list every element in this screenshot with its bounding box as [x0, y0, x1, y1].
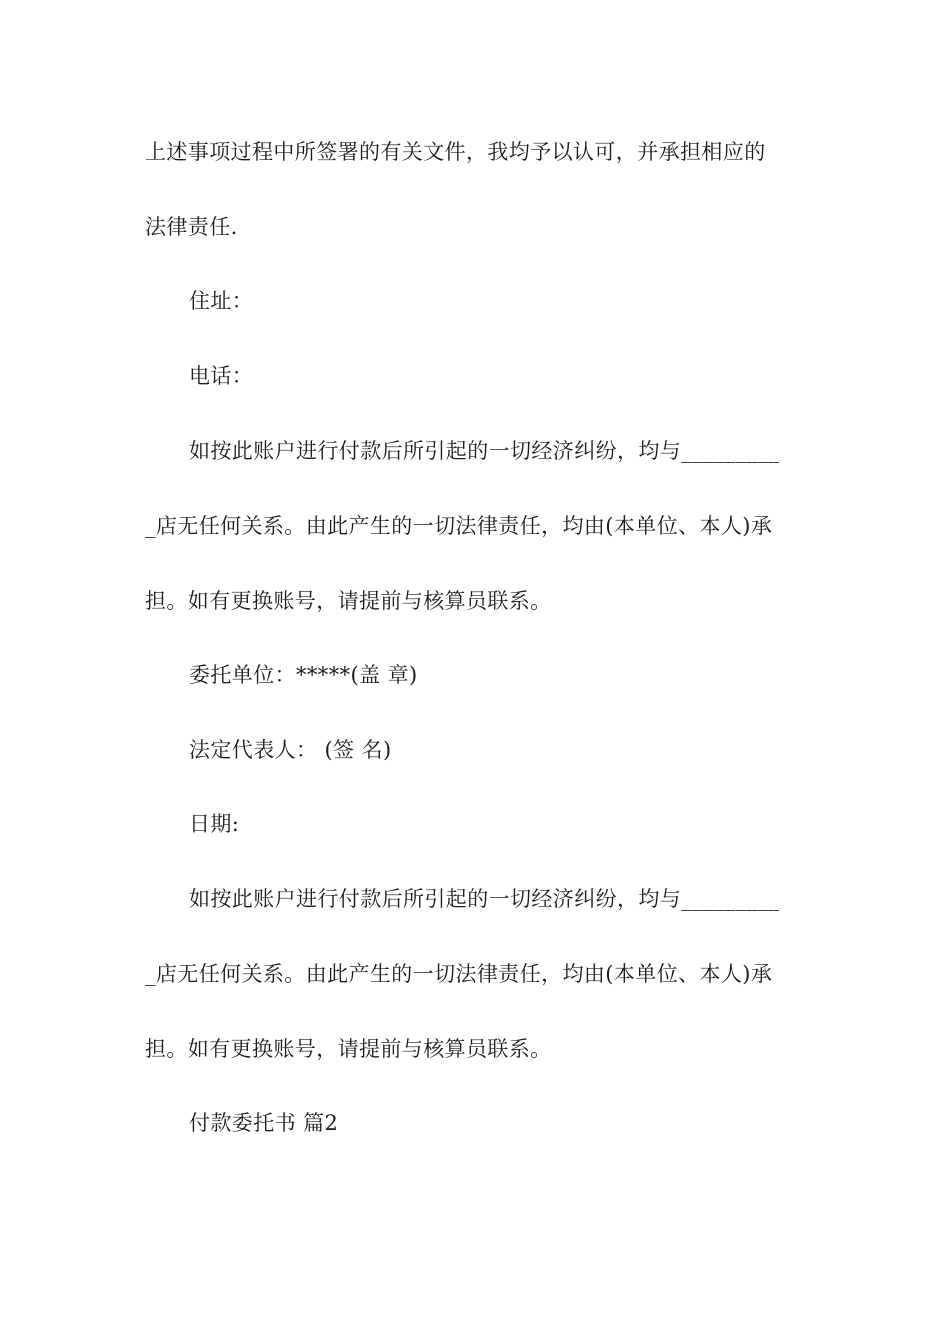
section-heading: 付款委托书 篇2 [189, 1111, 339, 1135]
paragraph-line: 如按此账户进行付款后所引起的一切经济纠纷，均与_________ [189, 439, 780, 463]
paragraph-line: 上述事项过程中所签署的有关文件，我均予以认可，并承担相应的 [145, 140, 766, 164]
paragraph-line: 如按此账户进行付款后所引起的一切经济纠纷，均与_________ [189, 887, 780, 911]
paragraph-line: _店无任何关系。由此产生的一切法律责任，均由(本单位、本人)承 [145, 962, 773, 986]
legal-representative-label: 法定代表人： (签 名) [189, 738, 392, 762]
entrusting-unit-label: 委托单位：*****(盖 章) [189, 663, 418, 687]
paragraph-line: 担。如有更换账号，请提前与核算员联系。 [145, 1037, 552, 1061]
address-label: 住址： [189, 289, 254, 313]
paragraph-line: _店无任何关系。由此产生的一切法律责任，均由(本单位、本人)承 [145, 514, 773, 538]
date-label: 日期: [189, 812, 240, 836]
paragraph-line: 担。如有更换账号，请提前与核算员联系。 [145, 589, 552, 613]
phone-label: 电话： [189, 364, 254, 388]
paragraph-line: 法律责任. [145, 215, 238, 239]
